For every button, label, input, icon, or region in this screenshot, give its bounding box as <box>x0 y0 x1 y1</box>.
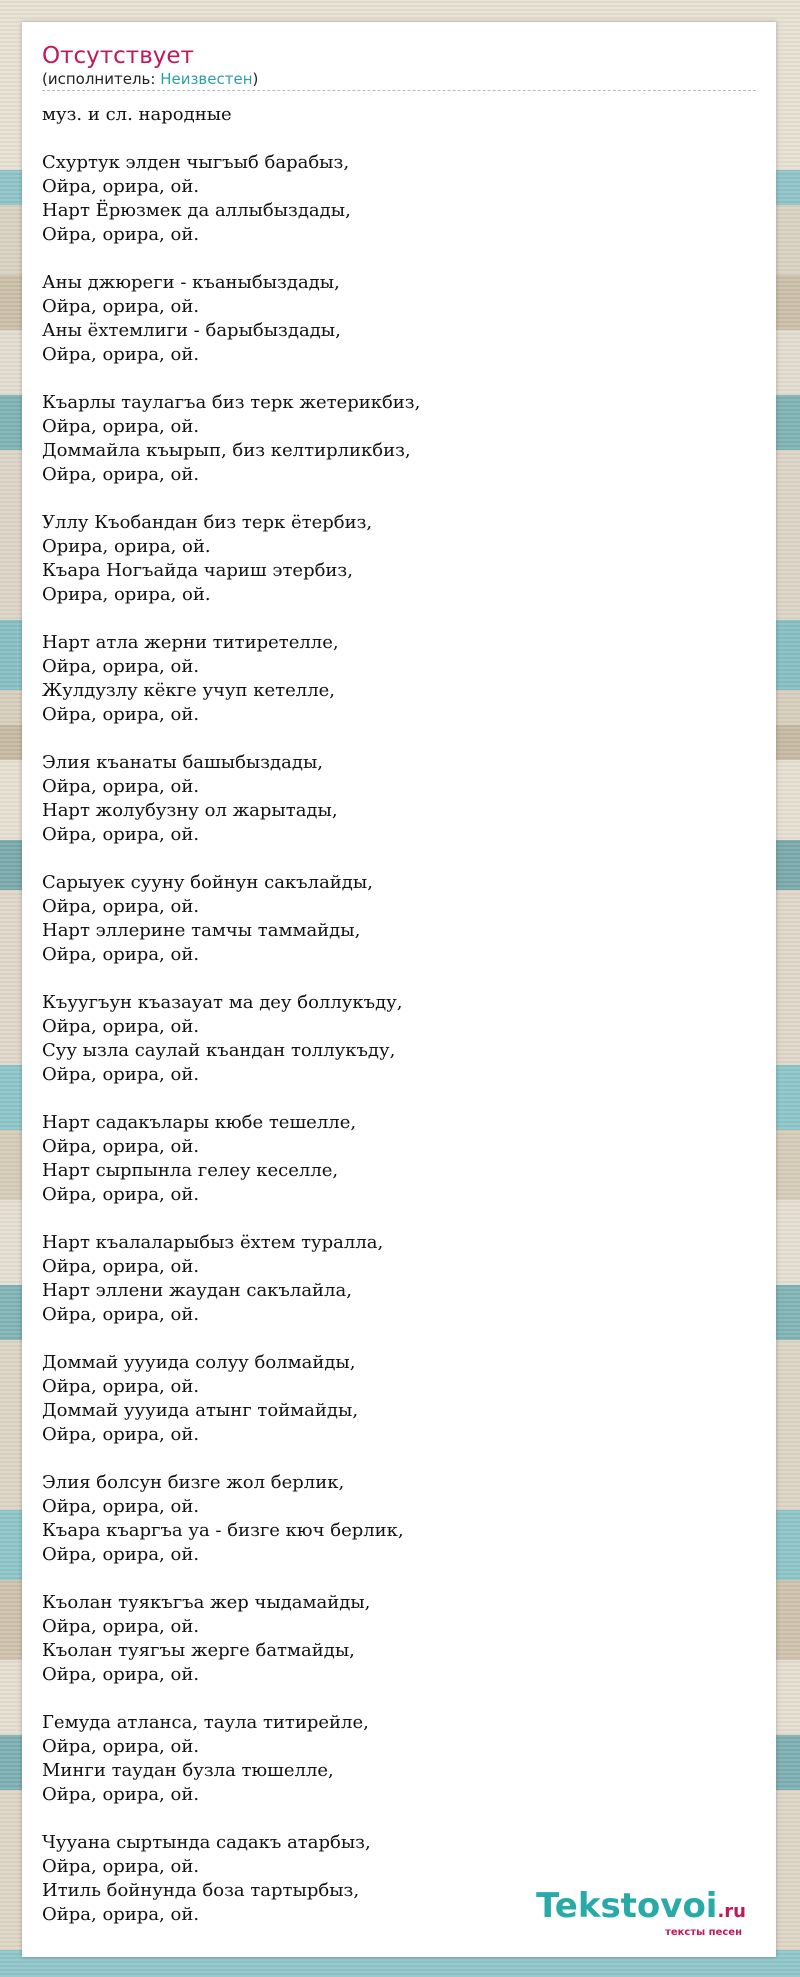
lyric-line: Орира, орира, ой. <box>42 584 211 605</box>
lyric-line: Итиль бойнунда боза тартырбыз, <box>42 1880 360 1901</box>
lyric-line: Уллу Къобандан биз терк ётербиз, <box>42 512 373 533</box>
artist-line <box>42 70 756 91</box>
stanza-break <box>42 487 756 511</box>
lyric-line: Ойра, орира, ой. <box>42 464 200 485</box>
stanza-break <box>42 1087 756 1111</box>
lyric-line: Ойра, орира, ой. <box>42 176 200 197</box>
lyric-line: Ойра, орира, ой. <box>42 1904 200 1925</box>
lyric-line: Аны ёхтемлиги - барыбыздады, <box>42 320 341 341</box>
lyric-line: Ойра, орира, ой. <box>42 1496 200 1517</box>
lyric-line: Ойра, орира, ой. <box>42 1544 200 1565</box>
lyric-line: Ойра, орира, ой. <box>42 896 200 917</box>
lyric-line: Гемуда атланса, таула титирейле, <box>42 1712 369 1733</box>
stanza-break <box>42 1447 756 1471</box>
lyric-line: Нарт жолубузну ол жарытады, <box>42 800 338 821</box>
lyric-line: Аны джюреги - къаныбыздады, <box>42 272 340 293</box>
lyric-line: Доммайла къырып, биз келтирликбиз, <box>42 440 411 461</box>
lyrics-text <box>42 103 756 1927</box>
lyric-line: Ойра, орира, ой. <box>42 1184 200 1205</box>
lyric-line: Къара Ногъайда чариш этербиз, <box>42 560 353 581</box>
stanza-break <box>42 727 756 751</box>
stanza-break <box>42 1327 756 1351</box>
lyric-line: Доммай уууида солуу болмайды, <box>42 1352 356 1373</box>
stanza-break <box>42 1207 756 1231</box>
lyric-line: Ойра, орира, ой. <box>42 1736 200 1757</box>
lyric-line: Суу ызла саулай къандан толлукъду, <box>42 1040 396 1061</box>
lyric-line: Элия къанаты башыбыздады, <box>42 752 324 773</box>
lyric-line: Нарт атла жерни титиретелле, <box>42 632 339 653</box>
lyric-line: Ойра, орира, ой. <box>42 1136 200 1157</box>
lyric-line: Ойра, орира, ой. <box>42 1016 200 1037</box>
song-title: Отсутствует <box>42 43 194 69</box>
stanza-break <box>42 127 756 151</box>
lyric-line: Ойра, орира, ой. <box>42 224 200 245</box>
stanza-break <box>42 967 756 991</box>
lyric-line: Ойра, орира, ой. <box>42 1856 200 1877</box>
lyric-line: Жулдузлу кёкге учуп кетелле, <box>42 680 336 701</box>
lyric-line: Нарт эллени жаудан сакълайла, <box>42 1280 352 1301</box>
lyric-line: Къарлы таулагъа биз терк жетерикбиз, <box>42 392 421 413</box>
lyric-line: Ойра, орира, ой. <box>42 776 200 797</box>
lyric-line: Ойра, орира, ой. <box>42 944 200 965</box>
lyric-line: Ойра, орира, ой. <box>42 344 200 365</box>
logo-tld: .ru <box>717 1901 746 1922</box>
lyric-line: Къолан туякъгъа жер чыдамайды, <box>42 1592 371 1613</box>
lyric-line: Ойра, орира, ой. <box>42 1256 200 1277</box>
lyric-line: Ойра, орира, ой. <box>42 1064 200 1085</box>
stanza-break <box>42 607 756 631</box>
stanza-break <box>42 847 756 871</box>
lyric-line: Чууана сыртында садакъ атарбыз, <box>42 1832 371 1853</box>
logo-main-text: Tekstovoi <box>536 1886 718 1926</box>
artist-link[interactable]: Неизвестен <box>160 70 253 88</box>
lyric-line: Ойра, орира, ой. <box>42 1784 200 1805</box>
lyric-line: Ойра, орира, ой. <box>42 1304 200 1325</box>
lyric-line: Къуугъун къазауат ма деу боллукъду, <box>42 992 403 1013</box>
stanza-break <box>42 1687 756 1711</box>
site-logo[interactable] <box>536 1886 746 1939</box>
lyric-line: Нарт садакълары кюбе тешелле, <box>42 1112 357 1133</box>
lyric-line: Минги таудан бузла тюшелле, <box>42 1760 334 1781</box>
lyric-line: Ойра, орира, ой. <box>42 1664 200 1685</box>
stanza-break <box>42 1807 756 1831</box>
lyric-line: Ойра, орира, ой. <box>42 824 200 845</box>
lyric-line: Схуртук элден чыгъыб барабыз, <box>42 152 350 173</box>
lyrics-card <box>22 22 776 1957</box>
lyric-line: Ойра, орира, ой. <box>42 1376 200 1397</box>
lyric-line: Нарт сырпынла гелеу кеселле, <box>42 1160 339 1181</box>
lyric-line: муз. и сл. народные <box>42 104 232 125</box>
lyric-line: Ойра, орира, ой. <box>42 1616 200 1637</box>
lyric-line: Элия болсун бизге жол берлик, <box>42 1472 345 1493</box>
stanza-break <box>42 247 756 271</box>
lyric-line: Ойра, орира, ой. <box>42 704 200 725</box>
stanza-break <box>42 367 756 391</box>
lyric-line: Ойра, орира, ой. <box>42 656 200 677</box>
lyric-line: Ойра, орира, ой. <box>42 416 200 437</box>
lyric-line: Ойра, орира, ой. <box>42 1424 200 1445</box>
lyric-line: Доммай уууида атынг тоймайды, <box>42 1400 359 1421</box>
lyric-line: Ойра, орира, ой. <box>42 296 200 317</box>
logo-tagline: тексты песен <box>665 1927 742 1938</box>
stanza-break <box>42 1567 756 1591</box>
lyric-line: Нарт Ёрюзмек да аллыбыздады, <box>42 200 351 221</box>
lyric-line: Нарт эллерине тамчы таммайды, <box>42 920 361 941</box>
artist-prefix: (исполнитель: <box>42 70 161 88</box>
logo-wordmark <box>536 1886 746 1929</box>
lyric-line: Орира, орира, ой. <box>42 536 211 557</box>
lyric-line: Нарт къалаларыбыз ёхтем туралла, <box>42 1232 384 1253</box>
lyric-line: Къара къаргъа уа - бизге кюч берлик, <box>42 1520 404 1541</box>
lyric-line: Сарыуек сууну бойнун сакълайды, <box>42 872 373 893</box>
artist-suffix: ) <box>252 70 259 88</box>
lyric-line: Къолан туягъы жерге батмайды, <box>42 1640 355 1661</box>
